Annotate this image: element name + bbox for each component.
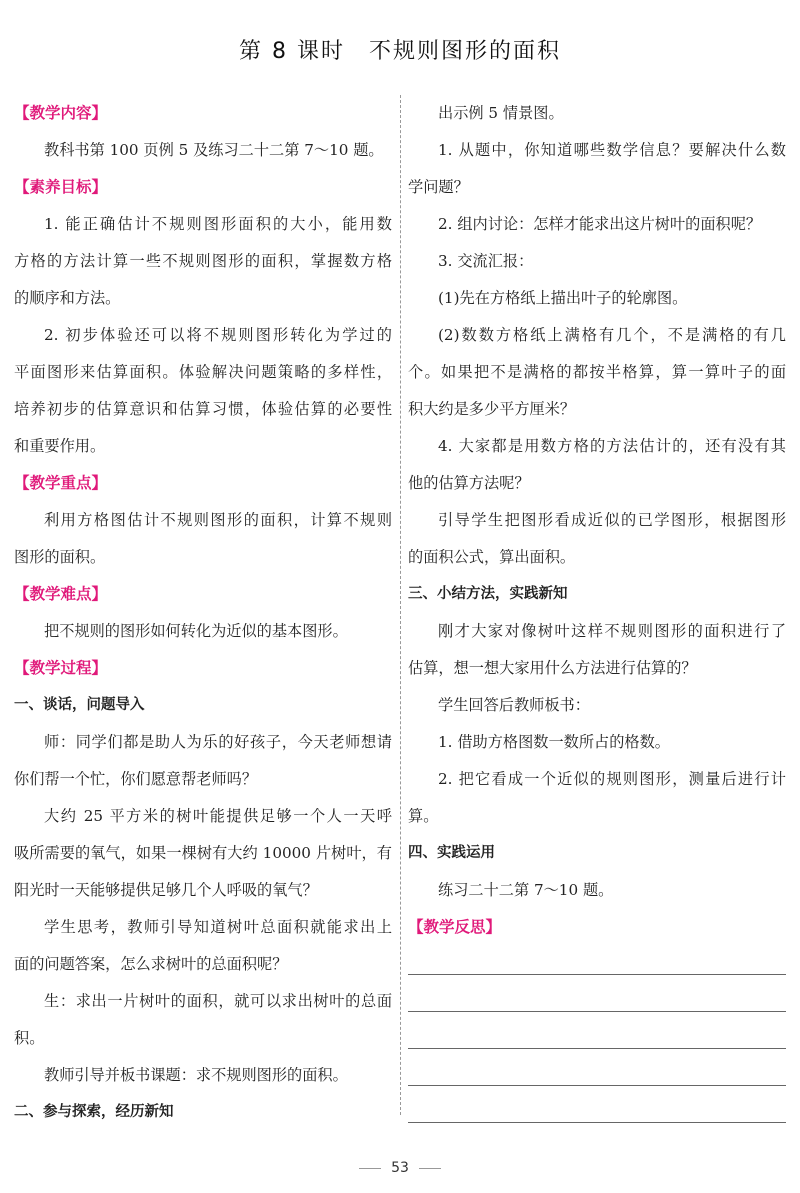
text-line: 他的估算方法呢？	[408, 474, 530, 492]
text-line: 2. 组内讨论：怎样才能求出这片树叶的面积呢？	[438, 215, 762, 233]
text-line: 2. 初步体验还可以将不规则图形转化为学过的	[44, 326, 392, 344]
text-line: 阳光时一天能够提供足够几个人呼吸的氧气？	[14, 881, 318, 899]
left-column	[14, 95, 392, 1131]
text-line: 学生回答后教师板书：	[438, 696, 590, 714]
section-heading: 【素养目标】	[14, 178, 108, 196]
reflection-writing-line	[408, 983, 786, 1020]
section-heading: 【教学难点】	[14, 585, 108, 603]
text-line: 学生思考，教师引导知道树叶总面积就能求出上	[44, 918, 392, 936]
text-line: 的顺序和方法。	[14, 289, 121, 307]
text-line: 学问题？	[408, 178, 469, 196]
process-step-heading: 三、小结方法，实践新知	[408, 586, 568, 602]
text-line: (2)数数方格纸上满格有几个，不是满格的有几	[438, 326, 786, 344]
text-line: 生：求出一片树叶的面积，就可以求出树叶的总面	[44, 992, 392, 1010]
text-line: (1)先在方格纸上描出叶子的轮廓图。	[438, 289, 688, 307]
process-step-heading: 一、谈话，问题导入	[14, 697, 145, 713]
column-divider	[400, 95, 401, 1115]
text-line: 把不规则的图形如何转化为近似的基本图形。	[44, 622, 348, 640]
reflection-writing-line	[408, 1094, 786, 1131]
text-line: 方格的方法计算一些不规则图形的面积，掌握数方格	[14, 252, 392, 270]
text-line: 2. 把它看成一个近似的规则图形，测量后进行计	[438, 770, 786, 788]
section-heading: 【教学反思】	[408, 918, 502, 936]
text-line: 积大约是多少平方厘米？	[408, 400, 576, 418]
text-line: 个。如果把不是满格的都按半格算，算一算叶子的面	[408, 363, 786, 381]
page-number: 53	[391, 1160, 409, 1176]
footer-dash-right	[419, 1168, 441, 1169]
section-heading: 【教学内容】	[14, 104, 108, 122]
text-line: 练习二十二第 7～10 题。	[438, 881, 614, 899]
section-heading: 【教学重点】	[14, 474, 108, 492]
text-line: 你们帮一个忙，你们愿意帮老师吗？	[14, 770, 257, 788]
text-line: 面的问题答案，怎么求树叶的总面积呢？	[14, 955, 288, 973]
reflection-writing-line	[408, 1020, 786, 1057]
reflection-writing-line	[408, 1057, 786, 1094]
text-line: 积。	[14, 1029, 45, 1047]
text-line: 平面图形来估算面积。体验解决问题策略的多样性，	[14, 363, 392, 381]
text-line: 吸所需要的氧气，如果一棵树有大约 10000 片树叶，有	[14, 844, 392, 862]
text-line: 1. 借助方格图数一数所占的格数。	[438, 733, 670, 751]
text-line: 1. 从题中，你知道哪些数学信息？要解决什么数	[438, 141, 786, 159]
text-line: 教科书第 100 页例 5 及练习二十二第 7～10 题。	[44, 141, 384, 159]
text-line: 刚才大家对像树叶这样不规则图形的面积进行了	[438, 622, 786, 640]
section-heading: 【教学过程】	[14, 659, 108, 677]
text-line: 出示例 5 情景图。	[438, 104, 564, 122]
text-line: 教师引导并板书课题：求不规则图形的面积。	[44, 1066, 348, 1084]
text-line: 3. 交流汇报：	[438, 252, 534, 270]
text-line: 和重要作用。	[14, 437, 106, 455]
text-line: 4. 大家都是用数方格的方法估计的，还有没有其	[438, 437, 786, 455]
text-line: 的面积公式，算出面积。	[408, 548, 576, 566]
process-step-heading: 四、实践运用	[408, 845, 495, 861]
text-line: 大约 25 平方米的树叶能提供足够一个人一天呼	[44, 807, 392, 825]
text-line: 算。	[408, 807, 439, 825]
text-line: 估算，想一想大家用什么方法进行估算的？	[408, 659, 697, 677]
reflection-writing-line	[408, 946, 786, 983]
text-line: 师：同学们都是助人为乐的好孩子，今天老师想请	[44, 733, 392, 751]
right-column	[408, 95, 786, 1131]
footer-dash-left	[359, 1168, 381, 1169]
text-line: 1. 能正确估计不规则图形面积的大小，能用数	[44, 215, 392, 233]
text-line: 利用方格图估计不规则图形的面积，计算不规则	[44, 511, 392, 529]
lesson-title: 第 8 课时 不规则图形的面积	[239, 39, 561, 64]
process-step-heading: 二、参与探索，经历新知	[14, 1104, 174, 1120]
text-line: 引导学生把图形看成近似的已学图形，根据图形	[438, 511, 786, 529]
text-line: 培养初步的估算意识和估算习惯，体验估算的必要性	[14, 400, 392, 418]
text-line: 图形的面积。	[14, 548, 106, 566]
page-footer	[0, 1160, 800, 1176]
